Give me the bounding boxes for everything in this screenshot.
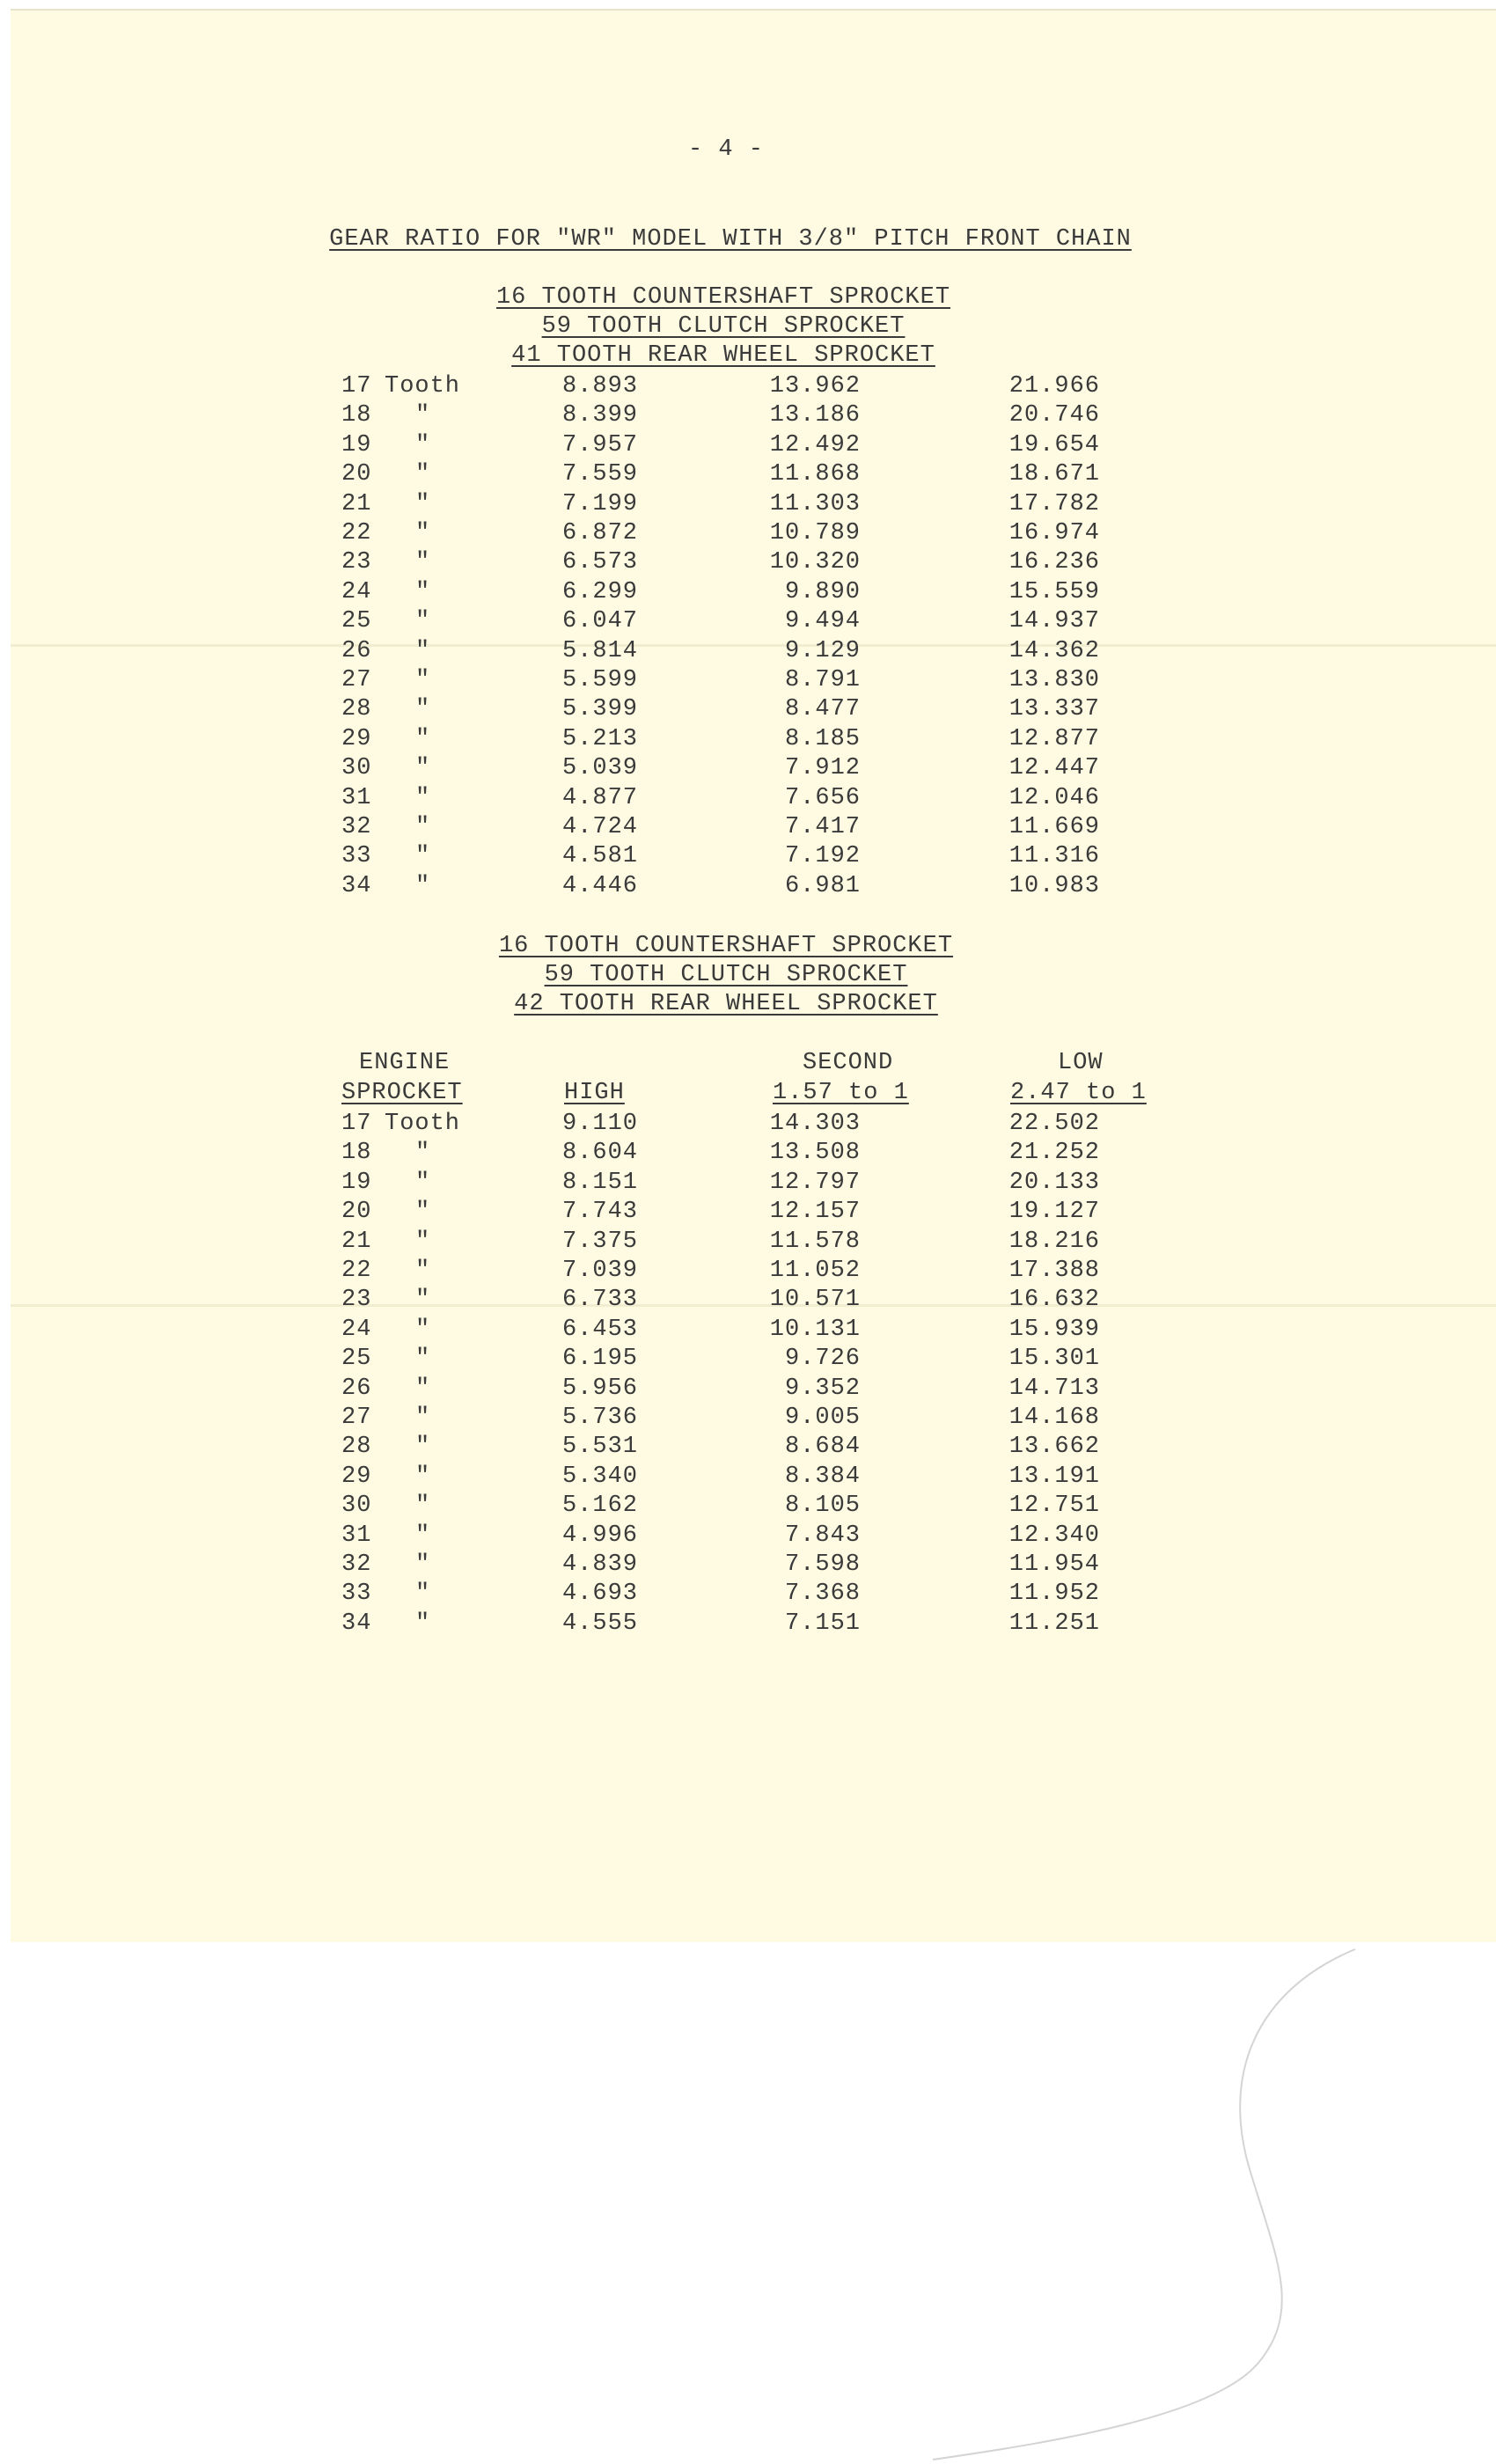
high-ratio: 7.743 <box>561 1199 638 1226</box>
low-ratio: 13.662 <box>1008 1434 1100 1461</box>
high-ratio: 5.531 <box>561 1434 638 1461</box>
second-ratio: 10.131 <box>769 1316 861 1343</box>
tooth-unit-label: " <box>415 1404 431 1431</box>
high-ratio: 7.375 <box>561 1228 638 1255</box>
table1-row <box>0 520 1496 550</box>
second-ratio: 8.105 <box>784 1492 861 1520</box>
table1-row <box>0 873 1496 903</box>
table1-row <box>0 373 1496 403</box>
second-ratio: 7.656 <box>784 784 861 811</box>
second-ratio: 9.890 <box>784 578 861 605</box>
table2-header-line: 59 TOOTH CLUTCH SPROCKET <box>544 962 908 988</box>
second-ratio: 9.726 <box>784 1346 861 1373</box>
table2-row <box>0 1580 1496 1610</box>
low-ratio: 15.301 <box>1008 1346 1100 1373</box>
sprocket-tooth-count: 28 <box>341 696 372 723</box>
tooth-unit-label: " <box>415 1316 431 1343</box>
high-ratio: 9.110 <box>561 1111 638 1137</box>
sprocket-tooth-count: 29 <box>341 1463 372 1490</box>
tooth-unit-label: " <box>415 872 431 899</box>
table1-row <box>0 667 1496 697</box>
high-ratio: 4.581 <box>561 843 638 870</box>
table2-row <box>0 1111 1496 1140</box>
table2-row <box>0 1228 1496 1258</box>
sprocket-tooth-count: 23 <box>341 549 372 576</box>
sprocket-tooth-count: 31 <box>341 784 372 811</box>
high-ratio: 5.162 <box>561 1492 638 1520</box>
high-ratio: 7.957 <box>561 431 638 458</box>
tooth-unit-label: " <box>415 431 431 458</box>
low-ratio: 18.671 <box>1008 461 1100 488</box>
sprocket-tooth-count: 32 <box>341 1551 372 1578</box>
high-ratio: 4.693 <box>561 1580 638 1608</box>
sprocket-tooth-count: 33 <box>341 843 372 870</box>
high-ratio: 6.733 <box>561 1287 638 1314</box>
table2-row <box>0 1375 1496 1405</box>
table2-row <box>0 1492 1496 1522</box>
second-ratio: 11.303 <box>769 490 861 517</box>
tooth-unit-label: " <box>415 755 431 782</box>
second-ratio: 14.303 <box>769 1111 861 1137</box>
high-ratio: 5.736 <box>561 1404 638 1431</box>
col-header-second-ratio: 1.57 to 1 <box>773 1080 909 1106</box>
tooth-unit-label: " <box>415 637 431 664</box>
second-ratio: 7.912 <box>784 755 861 782</box>
second-ratio: 12.492 <box>769 431 861 458</box>
second-ratio: 9.129 <box>784 637 861 664</box>
high-ratio: 5.814 <box>561 637 638 664</box>
sprocket-tooth-count: 32 <box>341 814 372 840</box>
low-ratio: 19.654 <box>1008 431 1100 458</box>
tooth-unit-label: Tooth <box>385 373 461 400</box>
second-ratio: 12.157 <box>769 1199 861 1226</box>
second-ratio: 7.417 <box>784 814 861 840</box>
sprocket-tooth-count: 27 <box>341 1404 372 1431</box>
low-ratio: 13.191 <box>1008 1463 1100 1490</box>
table1-row <box>0 785 1496 815</box>
table2-row <box>0 1258 1496 1287</box>
table2-row <box>0 1287 1496 1316</box>
high-ratio: 8.893 <box>561 373 638 400</box>
second-ratio: 7.151 <box>784 1610 861 1637</box>
high-ratio: 6.195 <box>561 1346 638 1373</box>
second-ratio: 9.005 <box>784 1404 861 1431</box>
table2-row <box>0 1610 1496 1640</box>
table2-header-line: 42 TOOTH REAR WHEEL SPROCKET <box>514 991 938 1017</box>
sprocket-tooth-count: 33 <box>341 1580 372 1608</box>
second-ratio: 13.186 <box>769 402 861 429</box>
table1-row <box>0 755 1496 785</box>
high-ratio: 6.573 <box>561 549 638 576</box>
high-ratio: 5.213 <box>561 725 638 752</box>
tooth-unit-label: " <box>415 1228 431 1255</box>
second-ratio: 7.598 <box>784 1551 861 1578</box>
table1-row <box>0 814 1496 844</box>
page-number: - 4 - <box>687 136 765 163</box>
low-ratio: 12.877 <box>1008 725 1100 752</box>
low-ratio: 15.559 <box>1008 578 1100 605</box>
sprocket-tooth-count: 26 <box>341 637 372 664</box>
high-ratio: 6.872 <box>561 520 638 546</box>
low-ratio: 20.746 <box>1008 402 1100 429</box>
second-ratio: 8.477 <box>784 696 861 723</box>
tooth-unit-label: " <box>415 1169 431 1196</box>
low-ratio: 14.713 <box>1008 1375 1100 1402</box>
sprocket-tooth-count: 30 <box>341 755 372 782</box>
sprocket-tooth-count: 23 <box>341 1287 372 1314</box>
second-ratio: 10.320 <box>769 549 861 576</box>
sprocket-tooth-count: 34 <box>341 1610 372 1637</box>
sprocket-tooth-count: 17 <box>341 373 372 400</box>
tooth-unit-label: Tooth <box>385 1111 461 1137</box>
tooth-unit-label: " <box>415 549 431 576</box>
low-ratio: 14.937 <box>1008 608 1100 635</box>
tooth-unit-label: " <box>415 1375 431 1402</box>
table2-row <box>0 1434 1496 1463</box>
low-ratio: 17.388 <box>1008 1258 1100 1284</box>
sprocket-tooth-count: 18 <box>341 1140 372 1167</box>
low-ratio: 12.751 <box>1008 1492 1100 1520</box>
tooth-unit-label: " <box>415 696 431 723</box>
second-ratio: 8.384 <box>784 1463 861 1490</box>
low-ratio: 17.782 <box>1008 490 1100 517</box>
tooth-unit-label: " <box>415 725 431 752</box>
col-header-sprocket: SPROCKET <box>341 1080 463 1106</box>
low-ratio: 14.168 <box>1008 1404 1100 1431</box>
second-ratio: 13.962 <box>769 373 861 400</box>
high-ratio: 4.996 <box>561 1522 638 1549</box>
low-ratio: 22.502 <box>1008 1111 1100 1137</box>
table1-header-line: 16 TOOTH COUNTERSHAFT SPROCKET <box>495 284 951 311</box>
high-ratio: 6.453 <box>561 1316 638 1343</box>
table1-header-line: 41 TOOTH REAR WHEEL SPROCKET <box>511 342 935 369</box>
table1-row <box>0 843 1496 873</box>
low-ratio: 18.216 <box>1008 1228 1100 1255</box>
table1-row <box>0 579 1496 609</box>
low-ratio: 16.974 <box>1008 520 1100 546</box>
high-ratio: 5.039 <box>561 755 638 782</box>
sprocket-tooth-count: 18 <box>341 402 372 429</box>
high-ratio: 4.555 <box>561 1610 638 1637</box>
low-ratio: 15.939 <box>1008 1316 1100 1343</box>
table1-row <box>0 432 1496 462</box>
second-ratio: 6.981 <box>784 872 861 899</box>
sprocket-tooth-count: 25 <box>341 1346 372 1373</box>
tooth-unit-label: " <box>415 667 431 693</box>
table2-row <box>0 1140 1496 1170</box>
high-ratio: 4.839 <box>561 1551 638 1578</box>
tooth-unit-label: " <box>415 1434 431 1461</box>
table2-row <box>0 1404 1496 1434</box>
table2-row <box>0 1346 1496 1375</box>
high-ratio: 5.399 <box>561 696 638 723</box>
table2-row <box>0 1463 1496 1493</box>
high-ratio: 8.604 <box>561 1140 638 1167</box>
low-ratio: 20.133 <box>1008 1169 1100 1196</box>
col-header-high: HIGH <box>564 1080 625 1106</box>
high-ratio: 6.299 <box>561 578 638 605</box>
second-ratio: 8.684 <box>784 1434 861 1461</box>
high-ratio: 5.340 <box>561 1463 638 1490</box>
col-header-engine: ENGINE <box>359 1050 451 1076</box>
page-title: GEAR RATIO FOR "WR" MODEL WITH 3/8" PITCH FRONT CHAIN <box>329 226 1132 253</box>
tooth-unit-label: " <box>415 1463 431 1490</box>
sprocket-tooth-count: 24 <box>341 578 372 605</box>
tooth-unit-label: " <box>415 520 431 546</box>
scan-curve-line <box>0 1940 1496 2464</box>
low-ratio: 13.830 <box>1008 667 1100 693</box>
table1-row <box>0 402 1496 432</box>
table1-row <box>0 491 1496 521</box>
sprocket-tooth-count: 30 <box>341 1492 372 1520</box>
low-ratio: 11.251 <box>1008 1610 1100 1637</box>
table1-row <box>0 549 1496 579</box>
second-ratio: 12.797 <box>769 1169 861 1196</box>
sprocket-tooth-count: 19 <box>341 1169 372 1196</box>
second-ratio: 10.571 <box>769 1287 861 1314</box>
high-ratio: 4.877 <box>561 784 638 811</box>
table1-row <box>0 461 1496 491</box>
tooth-unit-label: " <box>415 1580 431 1608</box>
high-ratio: 7.559 <box>561 461 638 488</box>
sprocket-tooth-count: 26 <box>341 1375 372 1402</box>
low-ratio: 16.632 <box>1008 1287 1100 1314</box>
table1-row <box>0 638 1496 668</box>
second-ratio: 7.368 <box>784 1580 861 1608</box>
second-ratio: 7.843 <box>784 1522 861 1549</box>
sprocket-tooth-count: 22 <box>341 520 372 546</box>
low-ratio: 11.954 <box>1008 1551 1100 1578</box>
second-ratio: 8.185 <box>784 725 861 752</box>
high-ratio: 8.151 <box>561 1169 638 1196</box>
tooth-unit-label: " <box>415 461 431 488</box>
col-header-low: LOW <box>1058 1050 1104 1076</box>
sprocket-tooth-count: 24 <box>341 1316 372 1343</box>
sprocket-tooth-count: 19 <box>341 431 372 458</box>
tooth-unit-label: " <box>415 1346 431 1373</box>
tooth-unit-label: " <box>415 1140 431 1167</box>
table2-row <box>0 1316 1496 1346</box>
tooth-unit-label: " <box>415 1199 431 1226</box>
tooth-unit-label: " <box>415 490 431 517</box>
tooth-unit-label: " <box>415 814 431 840</box>
tooth-unit-label: " <box>415 843 431 870</box>
high-ratio: 4.446 <box>561 872 638 899</box>
table2-row <box>0 1551 1496 1581</box>
second-ratio: 9.352 <box>784 1375 861 1402</box>
sprocket-tooth-count: 34 <box>341 872 372 899</box>
tooth-unit-label: " <box>415 1287 431 1314</box>
sprocket-tooth-count: 27 <box>341 667 372 693</box>
table1-row <box>0 696 1496 726</box>
low-ratio: 16.236 <box>1008 549 1100 576</box>
low-ratio: 13.337 <box>1008 696 1100 723</box>
tooth-unit-label: " <box>415 1610 431 1637</box>
sprocket-tooth-count: 28 <box>341 1434 372 1461</box>
table2-row <box>0 1199 1496 1228</box>
table2-row <box>0 1170 1496 1199</box>
high-ratio: 8.399 <box>561 402 638 429</box>
second-ratio: 11.578 <box>769 1228 861 1255</box>
table2-header-line: 16 TOOTH COUNTERSHAFT SPROCKET <box>498 933 954 959</box>
second-ratio: 10.789 <box>769 520 861 546</box>
tooth-unit-label: " <box>415 1258 431 1284</box>
low-ratio: 21.966 <box>1008 373 1100 400</box>
second-ratio: 11.052 <box>769 1258 861 1284</box>
table2-row <box>0 1522 1496 1552</box>
high-ratio: 7.039 <box>561 1258 638 1284</box>
sprocket-tooth-count: 22 <box>341 1258 372 1284</box>
sprocket-tooth-count: 31 <box>341 1522 372 1549</box>
low-ratio: 11.669 <box>1008 814 1100 840</box>
sprocket-tooth-count: 21 <box>341 490 372 517</box>
low-ratio: 21.252 <box>1008 1140 1100 1167</box>
sprocket-tooth-count: 25 <box>341 608 372 635</box>
tooth-unit-label: " <box>415 784 431 811</box>
sprocket-tooth-count: 21 <box>341 1228 372 1255</box>
tooth-unit-label: " <box>415 1551 431 1578</box>
second-ratio: 7.192 <box>784 843 861 870</box>
second-ratio: 11.868 <box>769 461 861 488</box>
low-ratio: 14.362 <box>1008 637 1100 664</box>
high-ratio: 4.724 <box>561 814 638 840</box>
low-ratio: 12.340 <box>1008 1522 1100 1549</box>
low-ratio: 10.983 <box>1008 872 1100 899</box>
low-ratio: 19.127 <box>1008 1199 1100 1226</box>
second-ratio: 13.508 <box>769 1140 861 1167</box>
high-ratio: 7.199 <box>561 490 638 517</box>
col-header-low-ratio: 2.47 to 1 <box>1010 1080 1147 1106</box>
sprocket-tooth-count: 20 <box>341 461 372 488</box>
table1-row <box>0 608 1496 638</box>
low-ratio: 11.952 <box>1008 1580 1100 1608</box>
sprocket-tooth-count: 20 <box>341 1199 372 1226</box>
table1-header-line: 59 TOOTH CLUTCH SPROCKET <box>541 313 906 340</box>
tooth-unit-label: " <box>415 1492 431 1520</box>
low-ratio: 11.316 <box>1008 843 1100 870</box>
low-ratio: 12.046 <box>1008 784 1100 811</box>
second-ratio: 9.494 <box>784 608 861 635</box>
sprocket-tooth-count: 29 <box>341 725 372 752</box>
high-ratio: 5.956 <box>561 1375 638 1402</box>
tooth-unit-label: " <box>415 1522 431 1549</box>
tooth-unit-label: " <box>415 578 431 605</box>
tooth-unit-label: " <box>415 608 431 635</box>
table1-row <box>0 726 1496 756</box>
sprocket-tooth-count: 17 <box>341 1111 372 1137</box>
high-ratio: 5.599 <box>561 667 638 693</box>
high-ratio: 6.047 <box>561 608 638 635</box>
low-ratio: 12.447 <box>1008 755 1100 782</box>
tooth-unit-label: " <box>415 402 431 429</box>
second-ratio: 8.791 <box>784 667 861 693</box>
col-header-second: SECOND <box>803 1050 894 1076</box>
